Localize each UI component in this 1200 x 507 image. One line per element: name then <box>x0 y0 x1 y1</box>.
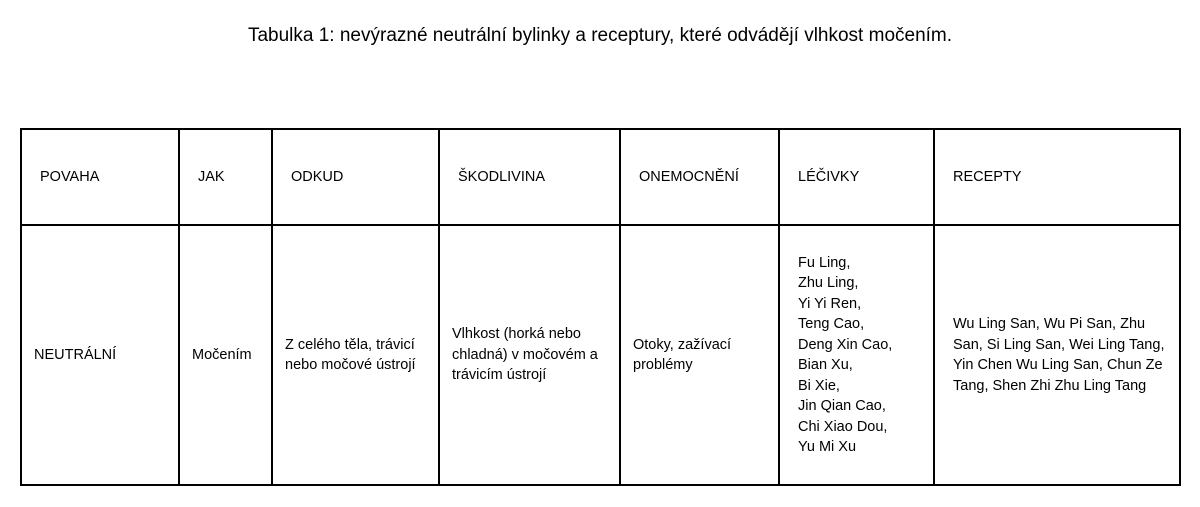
cell-onemocneni: Otoky, zažívací problémy <box>620 225 779 485</box>
header-povaha: POVAHA <box>21 129 179 225</box>
table-caption: Tabulka 1: nevýrazné neutrální bylinky a receptury, které odvádějí vlhkost močením. <box>247 25 953 46</box>
herb-item: Yu Mi Xu <box>798 439 857 455</box>
cell-skodlivina: Vlhkost (horká nebo chladná) v močovém a trávicím ústrojí <box>439 225 620 485</box>
cell-recepty: Wu Ling San, Wu Pi San, Zhu San, Si Ling San, Wei Ling Tang, Yin Chen Wu Ling San, Chun Ze Tang, Shen Zhi Zhu Ling Tang <box>934 225 1180 485</box>
herb-item: Jin Qian Cao, <box>798 398 886 414</box>
header-odkud: ODKUD <box>272 129 439 225</box>
cell-jak: Močením <box>179 225 272 485</box>
herb-item: Bian Xu, <box>798 357 853 373</box>
herb-item: Zhu Ling, <box>798 275 859 291</box>
herb-item: Teng Cao, <box>798 316 865 332</box>
cell-povaha: NEUTRÁLNÍ <box>21 225 179 485</box>
herb-table <box>20 128 1181 486</box>
herb-item: Chi Xiao Dou, <box>798 418 888 435</box>
header-row <box>21 129 1180 225</box>
herb-item: Deng Xin Cao, <box>798 336 893 353</box>
cell-odkud: Z celého těla, trávicí nebo močové ústrojí <box>272 225 439 485</box>
table-row <box>21 225 1180 485</box>
herb-item: Bi Xie, <box>798 377 840 394</box>
header-jak: JAK <box>179 129 272 225</box>
header-recepty: RECEPTY <box>934 129 1180 225</box>
header-skodlivina: ŠKODLIVINA <box>439 129 620 225</box>
herb-item: Yi Yi Ren, <box>798 295 862 312</box>
header-lecivky: LÉČIVKY <box>779 129 934 225</box>
cell-lecivky <box>779 225 934 485</box>
herb-item: Fu Ling, <box>798 254 851 271</box>
header-onemocneni: ONEMOCNĚNÍ <box>620 129 779 225</box>
